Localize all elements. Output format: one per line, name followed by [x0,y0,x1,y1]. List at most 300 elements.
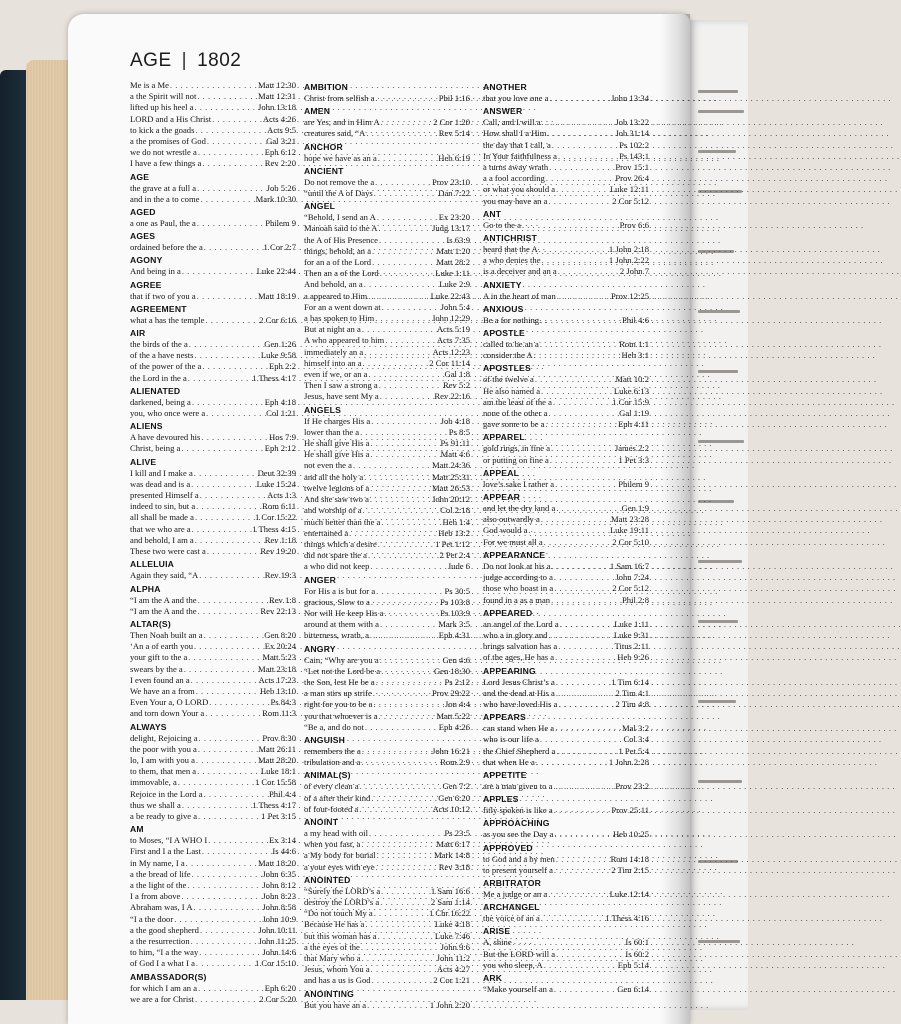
entry-reference: 2 Tim 2:15 [611,864,649,875]
concordance-entry [304,460,470,471]
leader-dots [546,173,615,184]
entry-context: and all the holy a [304,471,364,482]
entry-context: was dead and is a [130,478,191,489]
concordance-entry [130,958,296,969]
concordance-entry [130,125,296,136]
concordance-entry [483,173,649,184]
concordance-entry [304,177,470,188]
entry-context: the poor with you a [130,743,197,754]
concordance-entry [483,151,649,162]
entry-reference: Matt 23:18 [258,663,296,674]
concordance-entry [130,755,296,766]
entry-reference: Matt 4:6 [440,449,470,460]
entry-reference: Mark 10:30 [255,193,296,204]
entry-reference: John 12:29 [432,313,470,324]
entry-reference: Gen 1:26 [264,339,296,350]
concordance-entry [304,850,470,861]
leader-dots [370,494,431,505]
concordance-entry [130,777,296,788]
entry-context: you may have an a [483,195,548,206]
entry-reference: Gen 4:6 [442,654,470,665]
entry-heading: APPEARED [483,607,533,618]
leader-dots [194,641,264,652]
concordance-entry [483,196,649,207]
entry-reference: John 7:24 [615,572,649,583]
entry-reference: 1 Tim 6:14 [611,676,649,687]
concordance-entry [130,652,296,663]
entry-reference: Rom 11:3 [262,708,296,719]
leader-dots [381,666,433,677]
entry-context: tribulation and a [304,757,361,768]
leader-dots [362,324,436,335]
leader-dots [199,947,261,958]
leader-dots [379,235,445,246]
entry-reference: Mal 3:2 [622,723,649,734]
entry-reference: Heb 13:10 [259,685,296,696]
leader-dots [361,839,435,850]
entry-reference: Rev 5:2 [443,380,470,391]
leader-dots [542,255,608,266]
leader-dots [380,619,437,630]
entry-reference: Ps 23:5 [444,827,470,838]
entry-reference: Job 5:26 [266,182,296,193]
leader-dots [555,723,621,734]
entry-context: remembers the a [304,745,361,756]
entry-reference: Matt 28:2 [436,257,470,268]
leader-dots [200,925,257,936]
entry-context: a your eyes with eye [304,861,375,872]
concordance-entry [483,514,649,525]
concordance-entry [130,218,296,229]
leader-dots [361,942,440,953]
entry-reference: Eph 2:2 [269,361,296,372]
concordance-entry [130,595,296,606]
leader-dots [528,525,609,536]
concordance-entry [304,539,470,550]
header-guide-word: AGE [130,50,172,71]
leader-dots [553,397,611,408]
entry-reference: Rom 6:11 [262,501,296,512]
concordance-entry [483,757,649,768]
entry-heading: ALIENS [130,421,163,432]
leader-dots [378,153,437,164]
entry-context: for which I am an a [130,982,198,993]
concordance-entry [130,361,296,372]
entry-heading: ANGEL [304,201,336,212]
entry-context: the birds of the a [130,339,188,350]
entry-context: you, who once were a [130,408,206,419]
concordance-entry [304,438,470,449]
entry-context: a the resurrection [130,935,190,946]
entry-context: and in the a to come [130,193,200,204]
leader-dots [375,177,431,188]
concordance-entry [483,854,649,865]
entry-context: heard that the A [483,244,538,255]
entry-reference: Heb 13:2 [438,527,470,538]
entry-reference: John 11:2 [436,953,470,963]
entry-context: you that whoever is a [304,710,378,721]
leader-dots [208,835,268,846]
leader-dots [380,268,435,279]
entry-context: Cain, “Why are you a [304,654,379,665]
entry-context: a who did not keep [304,561,370,572]
leader-dots [198,606,260,617]
leader-dots [187,880,261,891]
leader-dots [198,147,264,158]
entry-reference: John 5:4 [440,301,470,312]
entry-heading: ALWAYS [130,721,167,732]
entry-reference: Acts 4:27 [436,964,470,975]
entry-context: those who boast in a [483,583,554,594]
leader-dots [181,443,263,454]
entry-context: in My name, I a [130,857,185,868]
entry-context: “Let not the Lord be a [304,665,381,676]
entry-context: but this woman has a [304,930,377,941]
leader-dots [513,937,625,948]
leader-dots [196,755,257,766]
entry-reference: Matt 12:31 [258,91,296,102]
leader-dots [551,595,621,606]
concordance-entry [304,335,470,346]
leader-dots [201,432,268,443]
entry-reference: Eph 2:12 [264,443,296,454]
concordance-entry [304,235,470,246]
leader-dots [548,128,615,139]
concordance-entry [130,869,296,880]
leader-dots [377,212,438,223]
page-number: 1802 [197,50,242,71]
concordance-entry [304,1000,470,1011]
concordance-entry [483,128,649,139]
entry-heading: APPETITE [483,769,527,780]
entry-heading: ANTICHRIST [483,233,538,244]
concordance-entry [483,503,649,514]
leader-dots [541,913,604,924]
entry-reference: 1 Cor 15:22 [254,512,296,523]
entry-context: presented Himself a [130,490,199,501]
leader-dots [197,183,266,194]
leader-dots [375,313,431,324]
entry-context: immediately an a [304,346,364,357]
leader-dots [381,117,433,128]
concordance-entry [304,953,470,964]
concordance-entry [304,699,470,710]
leader-dots [182,800,251,811]
concordance-entry [483,291,649,302]
entry-context: indeed to sin, but a [130,501,196,512]
entry-heading: ALIVE [130,456,157,467]
concordance-entry [483,315,649,326]
concordance-entry [304,212,470,223]
entry-reference: Gal 3:21 [266,136,296,147]
entry-reference: Gen 6:20 [438,792,470,803]
leader-dots [558,699,614,710]
entry-heading: APPEARING [483,665,536,676]
entry-reference: 2 Cor 11:14 [429,357,470,368]
entry-context: LORD and a His Christ [130,113,212,124]
entry-context: But the LORD will a [483,948,556,959]
entry-heading: ANGER [304,574,337,585]
leader-dots [212,114,262,125]
leader-dots [554,829,612,840]
entry-context: and has a us is God [304,975,371,986]
entry-reference: Ps 30:5 [444,585,470,596]
entry-context: A who appeared to him [304,335,385,346]
entry-reference: Job 13:22 [615,117,649,128]
leader-dots [556,184,609,195]
leader-dots [376,586,443,597]
entry-reference: 2 Tim 4:8 [615,698,649,709]
leader-dots [555,479,617,490]
entry-heading: APPEARS [483,712,526,723]
entry-heading: ARBITRATOR [483,877,542,888]
concordance-entry [483,184,649,195]
leader-dots [546,419,617,430]
concordance-entry [130,733,296,744]
entry-heading: ANOINTED [304,874,351,885]
entry-reference: Deut 32:39 [257,467,296,478]
entry-reference: Ex 23:20 [438,212,470,223]
entry-context: to them, that men a [130,766,197,777]
entry-reference: Ps 8:5 [448,426,470,437]
concordance-entry [130,664,296,675]
leader-dots [369,828,443,839]
concordance-entry [483,408,649,419]
entry-context: In Your faithfulness a [483,150,557,161]
entry-context: lower than the a [304,426,360,437]
entry-reference: Prov 23:2 [615,780,649,791]
concordance-entry [304,449,470,460]
concordance-entry [130,708,296,719]
entry-reference: Jon 4:4 [444,699,470,710]
leader-dots [204,630,264,641]
concordance-entry [483,455,649,466]
entry-context: a my head with oil [304,827,368,838]
leader-dots [202,158,263,169]
entry-reference: Eph 4:18 [264,396,296,407]
entry-context: is a deceiver and an a [483,266,557,277]
concordance-entry [483,583,649,594]
entry-reference: Luke 22:44 [256,266,296,277]
entry-context: twelve legions of a [304,482,370,493]
concordance-entry [483,443,649,454]
entry-reference: Matt 25:31 [432,471,470,482]
entry-heading: AGES [130,231,156,242]
entry-reference: Titus 2:11 [614,641,649,652]
leader-dots [548,196,611,207]
entry-context: are a man given to a [483,780,553,791]
entry-context: darkened, being a [130,396,191,407]
concordance-entry [304,839,470,850]
leader-dots [535,374,615,385]
concordance-entry [130,102,296,113]
concordance-entry [304,505,470,516]
entry-context: a the light of the [130,879,187,890]
entry-reference: Gen 8:20 [264,629,296,640]
leader-dots [198,983,264,994]
leader-dots [184,664,257,675]
entry-heading: AMEN [304,106,331,117]
entry-context: what a has the temple [130,314,205,325]
leader-dots [382,302,440,313]
leader-dots [195,535,264,546]
leader-dots [554,865,610,876]
concordance-entry [304,117,470,128]
entry-heading: ANGRY [304,643,336,654]
leader-dots [349,528,437,539]
entry-reference: Matt 5:23 [262,652,296,663]
entry-reference: Eph 6:12 [264,147,296,158]
entry-reference: John 20:12 [432,494,470,505]
entry-context: We have an a from [130,685,195,696]
entry-heading: ARCHANGEL [483,902,540,913]
concordance-entry [304,975,470,986]
entry-reference: Ps 84:3 [270,697,296,708]
concordance-entry [483,746,649,757]
leader-dots [380,655,442,666]
leader-dots [195,512,254,523]
entry-heading: ANOINT [304,816,339,827]
entry-context: For His a is but for a [304,585,376,596]
leader-dots [199,570,263,581]
leader-dots [365,722,438,733]
concordance-entry [304,369,470,380]
leader-dots [556,677,610,688]
entry-context: did not spare the a [304,550,368,561]
entry-reference: John 13:18 [258,102,296,113]
leader-dots [536,757,608,768]
entry-context: judge according to a [483,572,553,583]
entry-context: you who sleep, A [483,959,543,970]
entry-context: a a fool according [483,173,545,184]
leader-dots [360,427,448,438]
entry-context: “I a the door [130,913,174,924]
entry-context: a man stirs up strife [304,688,372,699]
entry-context: I a from above [130,891,181,902]
leader-dots [378,539,434,550]
entry-reference: Rev 5:14 [438,128,470,139]
entry-context: I even found an a [130,674,190,685]
entry-reference: 1 John 2:28 [608,756,649,767]
entry-context: can stand when He a [483,723,555,734]
entry-context: creatures said, “A [304,128,366,139]
entry-reference: Phil 1:16 [438,93,470,103]
entry-reference: Acts 10:12 [432,803,470,814]
concordance-entry [304,472,470,483]
leader-dots [384,608,439,619]
entry-reference: 1 Sam 16:6 [430,885,470,896]
entry-reference: Luke 12:11 [609,184,649,195]
entry-reference: Job 31:14 [615,128,649,139]
entry-reference: Matt 5:22 [436,710,470,721]
concordance-entry [130,80,296,91]
leader-dots [371,964,436,975]
entry-context: gracious, Slow to a [304,596,370,607]
leader-dots [373,688,431,699]
concordance-entry [130,606,296,617]
entry-heading: APPEARANCE [483,549,546,560]
concordance-entry [483,397,649,408]
entry-context: a be ready to give a [130,810,198,821]
leader-dots [539,244,608,255]
entry-reference: Prov 26:4 [615,173,649,184]
entry-reference: Luke 7:46 [434,930,470,941]
entry-reference: John 6:35 [262,868,296,879]
leader-dots [556,854,610,865]
entry-heading: APPROVED [483,842,533,853]
entry-reference: Hos 7:9 [269,432,296,443]
entry-reference: Rom 1:1 [619,339,649,350]
entry-heading: AGED [130,207,156,218]
concordance-entry [130,630,296,641]
leader-dots [380,897,430,908]
entry-context: Manoah said to the A [304,223,378,234]
entry-context: I kill and I make a [130,467,193,478]
entry-reference: Prov 23:10 [432,176,470,187]
concordance-entry [130,408,296,419]
entry-heading: ANXIOUS [483,303,524,314]
entry-reference: Matt 18:20 [258,857,296,868]
entry-context: things which a desire [304,538,377,549]
concordance-entry [304,828,470,839]
concordance-entry [304,494,470,505]
leader-dots [194,902,262,913]
entry-context: Be a for nothing [483,314,540,325]
concordance-entry [483,374,649,385]
concordance-entry [130,697,296,708]
entry-reference: Ps 103:8 [440,596,470,607]
entry-context: And she saw two a [304,494,369,505]
entry-context: right for you to be a [304,699,373,710]
entry-context: the Lord in the a [130,372,187,383]
entry-context: the Son, lest He be a [304,676,375,687]
entry-reference: Luke 1:11 [614,618,649,629]
entry-context: God would a [483,525,528,536]
leader-dots [552,561,609,572]
entry-context: the day that I call, a [483,139,551,150]
leader-dots [372,975,433,986]
entry-reference: Acts 7:35 [436,335,470,346]
entry-reference: 2 John 7 [619,266,649,277]
concordance-entry [304,711,470,722]
entry-context: of every clean a [304,781,359,792]
concordance-entry [130,744,296,755]
leader-dots [378,931,434,942]
leader-dots [200,490,266,501]
entry-reference: 1 Cor 15:58 [254,777,296,788]
entry-context: fitly spoken is like a [483,805,553,816]
entry-context: bitterness, wrath, a [304,630,369,641]
entry-context: brings salvation has a [483,641,558,652]
leader-dots [205,708,261,719]
leader-dots [194,468,257,479]
entry-reference: Gen 7:2 [442,781,470,792]
entry-reference: Col 3:4 [623,734,649,745]
entry-context: Then Noah built an a [130,629,203,640]
entry-context: of a after their kind [304,792,371,803]
entry-reference: 2 Cor 5:20 [259,993,296,1004]
entry-reference: Rev 22:13 [260,605,296,616]
entry-context: of the ages, He has a [483,652,555,663]
leader-dots [544,960,617,971]
concordance-entry [483,677,649,688]
entry-reference: Eph 6:20 [264,982,296,993]
concordance-entry [304,128,470,139]
entry-reference: 1 Cor 15:10 [254,958,296,969]
entry-context: Me is a Me [130,80,169,90]
entry-context: lifted up his heel a [130,102,194,113]
entry-reference: Ps 103:9 [440,607,470,618]
